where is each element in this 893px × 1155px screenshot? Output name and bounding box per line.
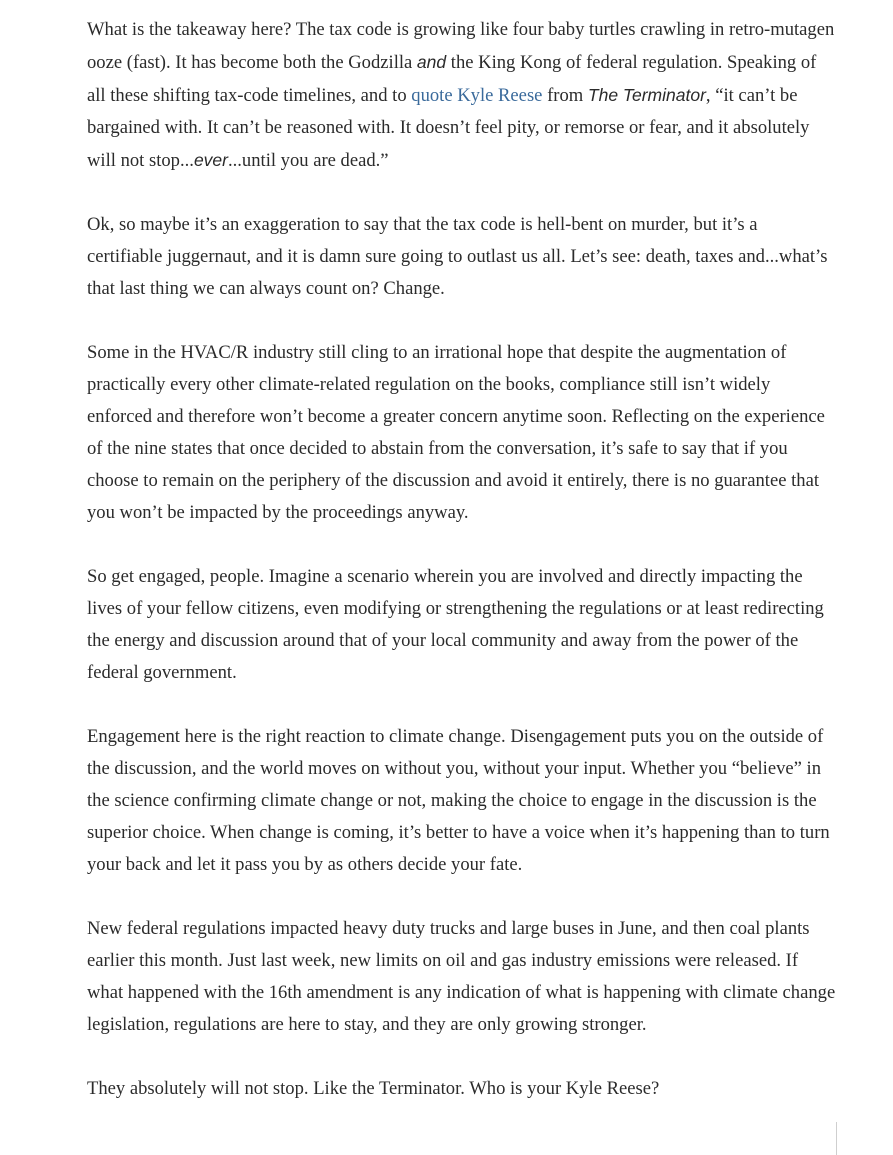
- paragraph-federal-regulations: New federal regulations impacted heavy duty trucks and large buses in June, and then coal plants earlier this month. Just last week, new limits on oil and gas industry emissions were released. If what happened with the 16th amendment is any indication of what is happening with climate change legislation, regulations are here to stay, and they are only growing stronger.: [87, 918, 836, 1035]
- p1-quote-end: ...until you are dead.”: [227, 150, 389, 171]
- p1-emphasis-ever: ever: [193, 150, 228, 170]
- quote-kyle-reese-link[interactable]: quote Kyle Reese: [411, 85, 543, 106]
- article-body: [87, 14, 837, 1105]
- p1-terminator-title: The Terminator: [587, 85, 706, 105]
- p1-quote: , “it can’t be bargained with. It can’t be reasoned with. It doesn’t feel pity, or remorse or fear, and it absolutely will not stop...: [87, 85, 810, 171]
- p1-text-d: from: [542, 85, 588, 106]
- paragraph-hvac-industry: Some in the HVAC/R industry still cling to an irrational hope that despite the augmentation of practically every other climate-related regulation on the books, compliance still isn’t widely enforced and therefore won’t become a greater concern anytime soon. Reflecting on the experience of the nine states that once decided to abstain from the conversation, it’s safe to say that if you choose to remain on the periphery of the discussion and avoid it entirely, there is no guarantee that you won’t be impacted by the proceedings anyway.: [87, 342, 825, 523]
- p1-text-c: the King Kong of federal regulation. Speaking of all these shifting tax-code timelines, and to: [87, 52, 817, 106]
- scrollbar-edge[interactable]: [836, 1122, 837, 1155]
- paragraph-get-engaged: So get engaged, people. Imagine a scenario wherein you are involved and directly impacting the lives of your fellow citizens, even modifying or strengthening the regulations or at least redirecting the energy and discussion around that of your local community and away from the power of the federal government.: [87, 566, 824, 683]
- p1-emphasis-and: and: [416, 52, 447, 72]
- paragraph-engagement: Engagement here is the right reaction to climate change. Disengagement puts you on the outside of the discussion, and the world moves on without you, without your input. Whether you “believe” in the science confirming climate change or not, making the choice to engage in the discussion is the superior choice. When change is coming, it’s better to have a voice when it’s happening than to turn your back and let it pass you by as others decide your fate.: [87, 726, 830, 875]
- paragraph-takeaway: [87, 14, 837, 177]
- paragraph-closing: They absolutely will not stop. Like the Terminator. Who is your Kyle Reese?: [87, 1078, 660, 1099]
- paragraph-juggernaut: Ok, so maybe it’s an exaggeration to say that the tax code is hell-bent on murder, but it’s a certifiable juggernaut, and it is damn sure going to outlast us all. Let’s see: death, taxes and...what’s that last thing we can always count on? Change.: [87, 214, 828, 299]
- p1-text-a: What is the takeaway here? The tax code is growing like four baby turtles crawling in retro-mutagen ooze (fast). It has become both the Godzilla: [87, 19, 835, 73]
